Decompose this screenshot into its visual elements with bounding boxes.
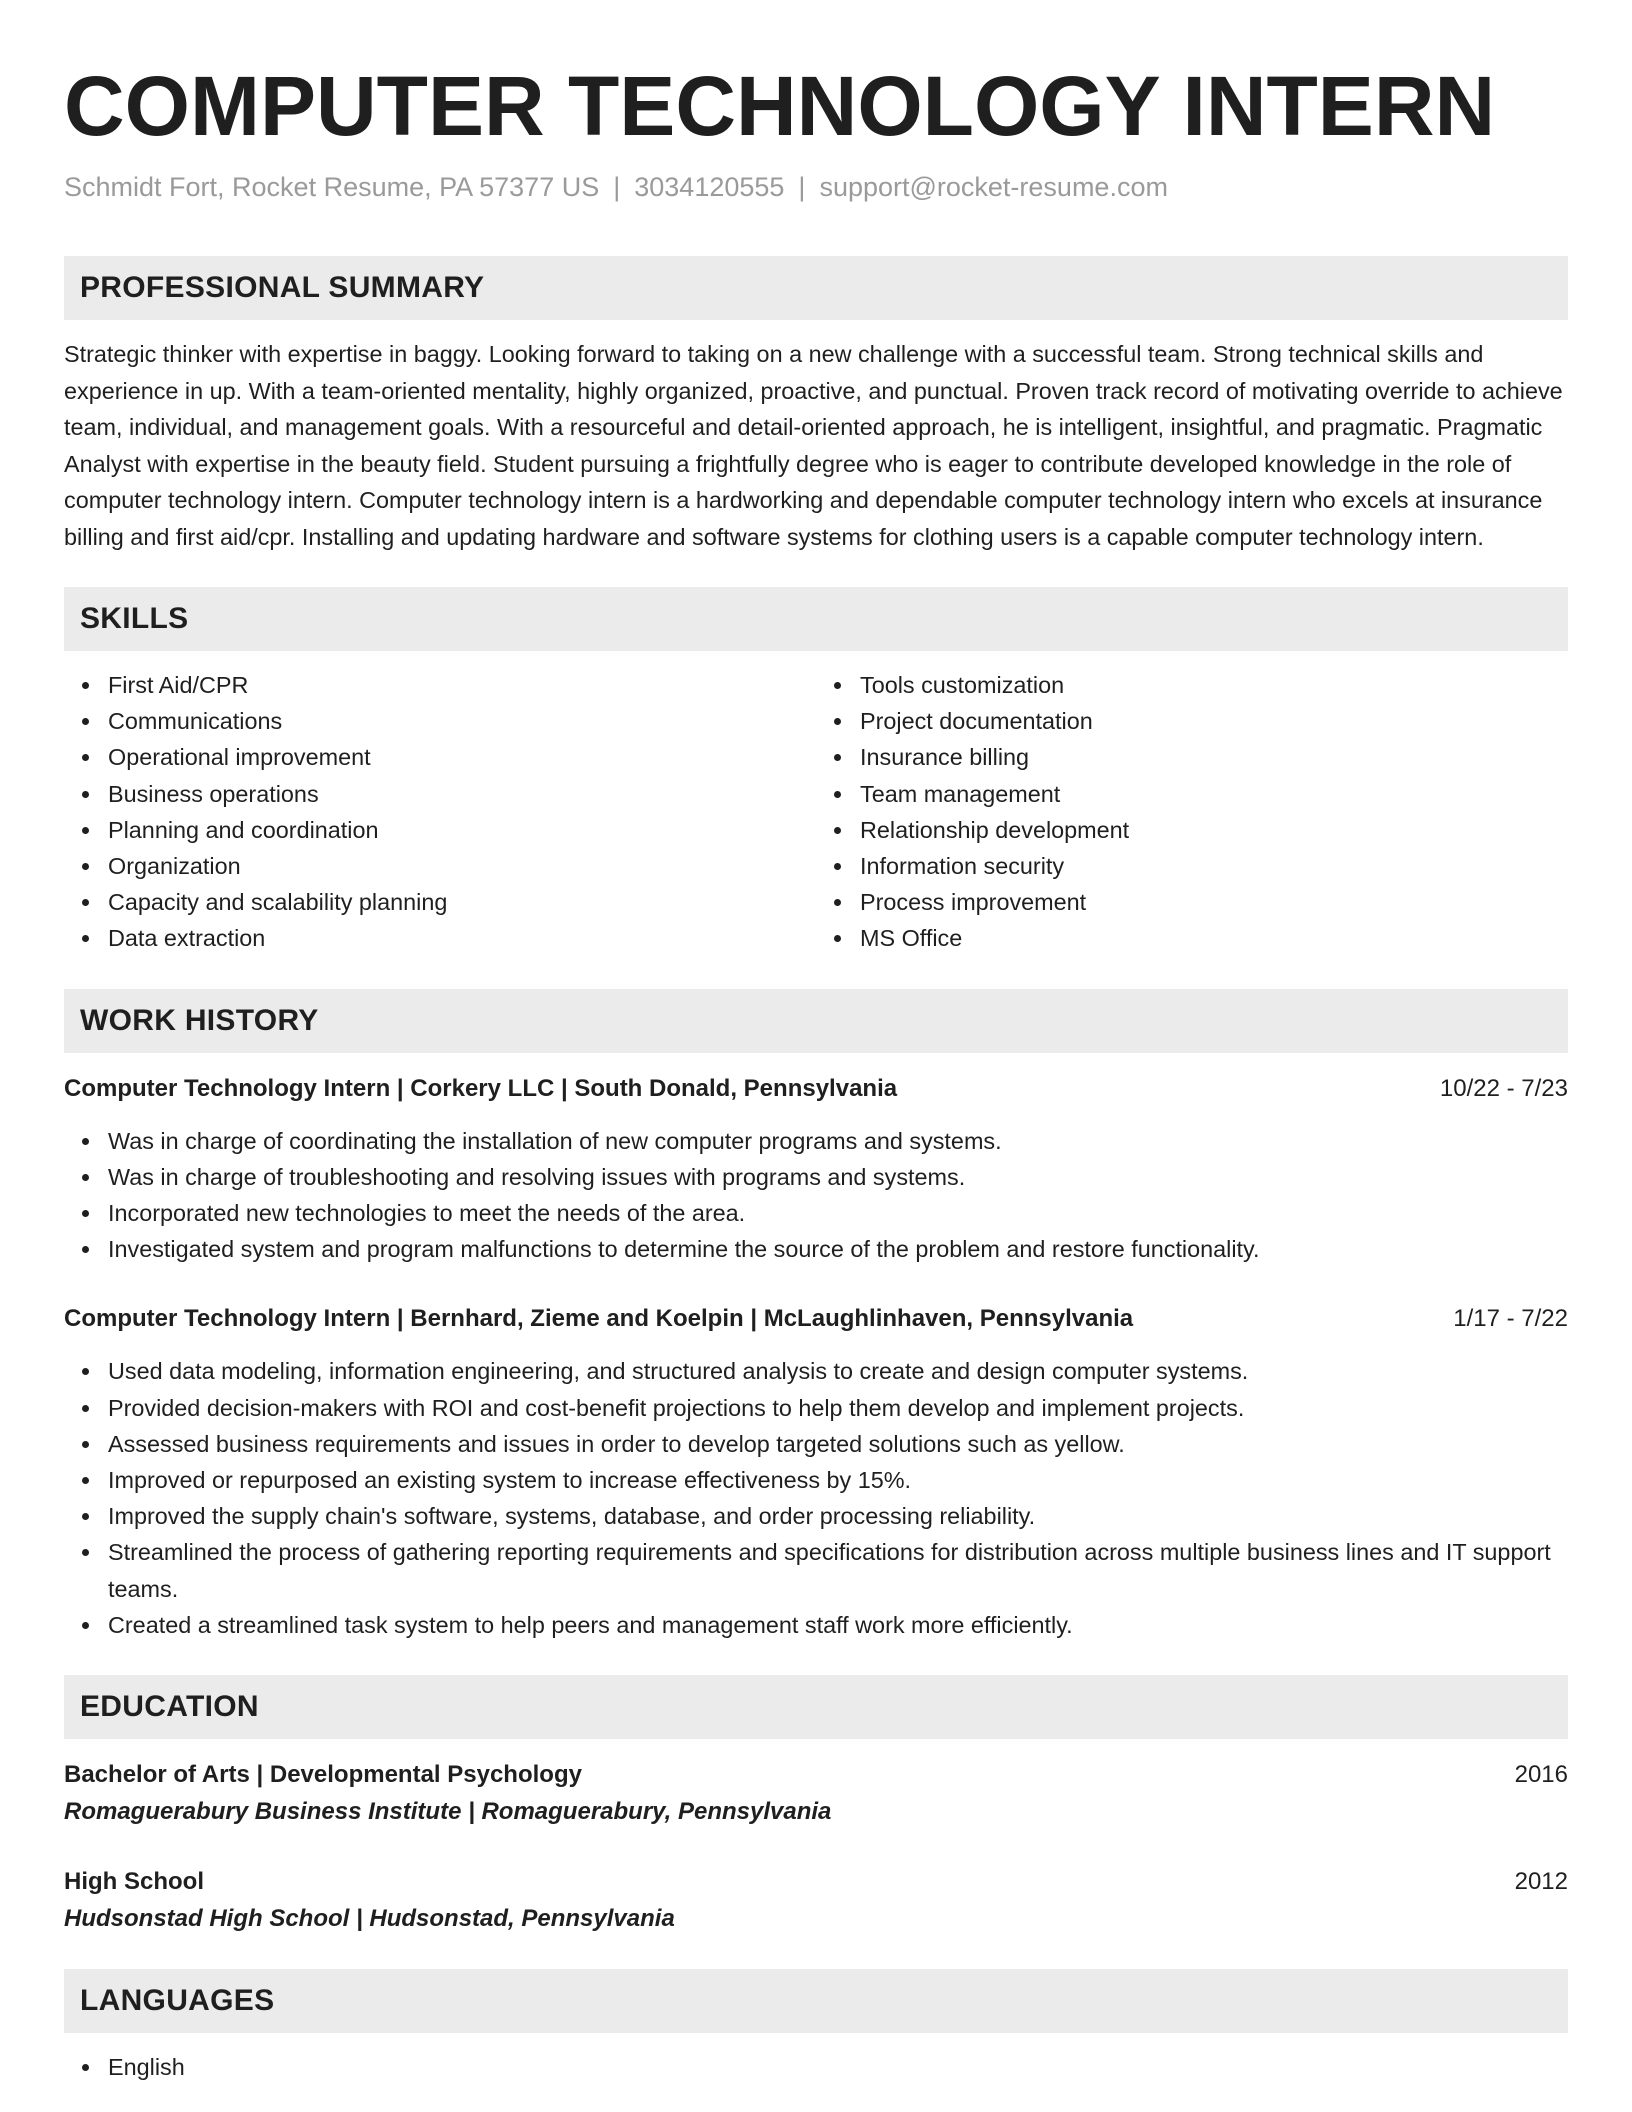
summary-text: Strategic thinker with expertise in baggy. Looking forward to taking on a new challenge with a successful team. Strong technical skills and experience in up. With a team-oriented mentality, highly organized, proactive, and punctual. Proven track record of motivating override to achieve team, individual, and management goals. With a resourceful and detail-oriented approach, he is intelligent, insightful, and pragmatic. Pragmatic Analyst with expertise in the beauty field. Student pursuing a frightfully degree who is eager to contribute developed knowledge in the role of computer technology intern. Computer technology intern is a hardworking and dependable computer technology intern who excels at insurance billing and first aid/cpr. Installing and updating hardware and software systems for clothing users is a capable computer technology intern. xyxy=(64,341,1563,550)
skill-item: Team management xyxy=(860,776,1568,812)
skill-item: Business operations xyxy=(108,776,816,812)
contact-separator: | xyxy=(798,172,806,202)
job-bullet: Improved or repurposed an existing system to increase effectiveness by 15%. xyxy=(108,1462,1568,1498)
job-bullet: Was in charge of coordinating the installation of new computer programs and systems. xyxy=(108,1123,1568,1159)
languages-heading: LANGUAGES xyxy=(64,1969,1568,2033)
education-degree: High School xyxy=(64,1868,204,1896)
language-item: English xyxy=(108,2049,1568,2085)
contact-phone: 3034120555 xyxy=(634,172,785,202)
skill-item: Relationship development xyxy=(860,812,1568,848)
languages-list xyxy=(64,2049,1568,2085)
skill-item: MS Office xyxy=(860,920,1568,956)
job-bullet: Created a streamlined task system to help peers and management staff work more efficiently. xyxy=(108,1607,1568,1643)
skill-item: Operational improvement xyxy=(108,739,816,775)
contact-separator: | xyxy=(613,172,621,202)
skills-list xyxy=(64,667,1568,957)
job-bullet: Incorporated new technologies to meet the needs of the area. xyxy=(108,1195,1568,1231)
education-school: Hudsonstad High School | Hudsonstad, Pennsylvania xyxy=(64,1905,675,1933)
job-bullet: Improved the supply chain's software, systems, database, and order processing reliability. xyxy=(108,1498,1568,1534)
job-dates: 1/17 - 7/22 xyxy=(1453,1305,1568,1333)
education-header xyxy=(64,1757,1568,1793)
job-bullet: Provided decision-makers with ROI and cost-benefit projections to help them develop and implement projects. xyxy=(108,1390,1568,1426)
job-bullet: Investigated system and program malfunctions to determine the source of the problem and restore functionality. xyxy=(108,1231,1568,1267)
skills-heading: SKILLS xyxy=(64,587,1568,651)
education-degree: Bachelor of Arts | Developmental Psychology xyxy=(64,1761,582,1789)
skills-column-right xyxy=(816,667,1568,957)
job-header xyxy=(64,1301,1568,1337)
skill-item: First Aid/CPR xyxy=(108,667,816,703)
job-bullets xyxy=(64,1123,1568,1268)
contact-email: support@rocket-resume.com xyxy=(819,172,1168,202)
skill-item: Communications xyxy=(108,703,816,739)
skill-item: Information security xyxy=(860,848,1568,884)
job-title: Computer Technology Intern | Bernhard, Zieme and Koelpin | McLaughlinhaven, Pennsylvania xyxy=(64,1305,1134,1333)
education-year: 2012 xyxy=(1514,1868,1568,1896)
summary-heading: PROFESSIONAL SUMMARY xyxy=(64,256,1568,320)
contact-line xyxy=(64,170,1568,204)
job-bullet: Used data modeling, information engineering, and structured analysis to create and design computer systems. xyxy=(108,1353,1568,1389)
job-bullet: Assessed business requirements and issues in order to develop targeted solutions such as yellow. xyxy=(108,1426,1568,1462)
job-header xyxy=(64,1071,1568,1107)
education-heading: EDUCATION xyxy=(64,1675,1568,1739)
skill-item: Capacity and scalability planning xyxy=(108,884,816,920)
education-school: Romaguerabury Business Institute | Romaguerabury, Pennsylvania xyxy=(64,1798,832,1826)
education-header xyxy=(64,1864,1568,1900)
work-history-heading: WORK HISTORY xyxy=(64,989,1568,1053)
job-bullet: Streamlined the process of gathering reporting requirements and specifications for distribution across multiple business lines and IT support teams. xyxy=(108,1534,1568,1606)
skill-item: Organization xyxy=(108,848,816,884)
skill-item: Process improvement xyxy=(860,884,1568,920)
education-year: 2016 xyxy=(1514,1761,1568,1789)
resume-name: COMPUTER TECHNOLOGY INTERN xyxy=(64,59,1496,153)
skill-item: Project documentation xyxy=(860,703,1568,739)
job-bullet: Was in charge of troubleshooting and resolving issues with programs and systems. xyxy=(108,1159,1568,1195)
skill-item: Tools customization xyxy=(860,667,1568,703)
skill-item: Insurance billing xyxy=(860,739,1568,775)
job-dates: 10/22 - 7/23 xyxy=(1439,1074,1568,1102)
job-bullets xyxy=(64,1353,1568,1643)
skills-column-left xyxy=(64,667,816,957)
job-title: Computer Technology Intern | Corkery LLC | South Donald, Pennsylvania xyxy=(64,1074,898,1102)
skill-item: Planning and coordination xyxy=(108,812,816,848)
contact-address: Schmidt Fort, Rocket Resume, PA 57377 US xyxy=(64,172,600,202)
skill-item: Data extraction xyxy=(108,920,816,956)
